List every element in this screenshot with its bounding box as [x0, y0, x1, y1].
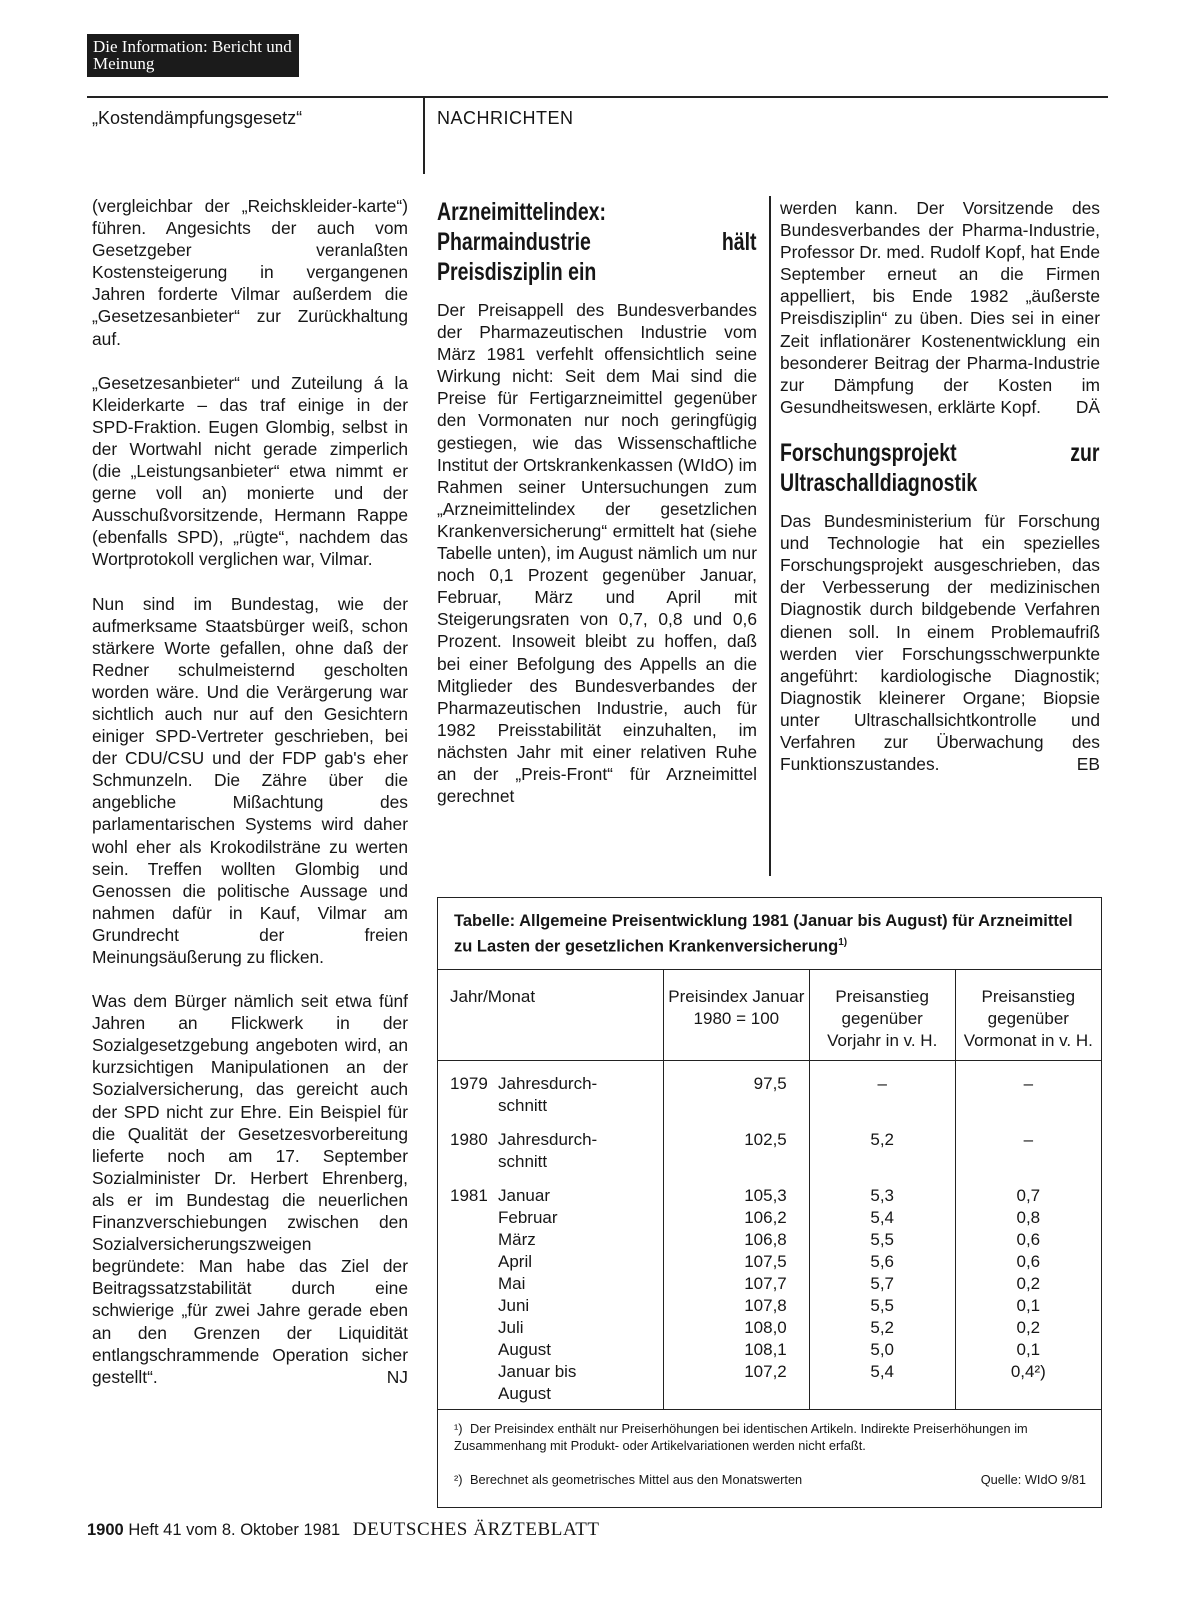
- table-source: Quelle: WIdO 9/81: [980, 1472, 1086, 1487]
- cell-vorjahr: 5,6: [809, 1251, 955, 1273]
- paragraph: (vergleichbar der „Reichskleider-karte“) führen. Angesichts der auch vom Gesetzgeber veranlaßten Kostensteigerung in vergangenen Jahren forderte Vilmar außerdem die „Gesetzesanbieter“ zur Zurückhaltung auf.: [92, 196, 408, 349]
- table-title: Tabelle: Allgemeine Preisentwicklung 1981 (Januar bis August) für Arzneimittel zu Lasten der gesetzlichen Krankenversicherung$^{1)}$: [454, 912, 1073, 956]
- paragraph: Das Bundesministerium für Forschung und Technologie hat ein spezielles Forschungsprojekt ausgeschrieben, das der Verbesserung der medizinischen Diagnostik durch bildgebende Verfahren dienen soll. In einem Problemaufriß werden vier Forschungsschwerpunkte angeführt: kardiologische Diagnostik; Diagnostik kleinerer Organe; Biopsie unter Ultraschallsichtkontrolle und Verfahren zur Überwachung des Funktionszustandes.: [780, 511, 1100, 775]
- cell-index: 108,0: [663, 1317, 809, 1339]
- cell-index: 107,5: [663, 1251, 809, 1273]
- cell-index: 102,5: [663, 1117, 809, 1173]
- table-row: [438, 1173, 1101, 1207]
- cell-index: 106,2: [663, 1207, 809, 1229]
- column-header: Jahr/Monat: [438, 970, 663, 1061]
- cell-vorjahr: 5,4: [809, 1361, 955, 1410]
- paragraph: Nun sind im Bundestag, wie der aufmerksame Staatsbürger weiß, schon stärkere Worte gefallen, ohne daß der Redner schulmeisternd gescholten worden wäre. Und die Verärgerung war sichtlich auch nur auf den Gesichtern einiger SPD-Vertreter geschrieben, bei der CDU/CSU und der FDP gab's eher Schmunzeln. Die Zähre über die angebliche Mißachtung des parlamentarischen Systems wird daher wohl eher als Krokodilsträne zu werten sein. Treffen wollten Glombig und Genossen die politische Aussage und nahmen dafür in Kauf, Vilmar am Grundrecht der freien Meinungsäußerung zu flicken.: [92, 593, 408, 967]
- column-header: Preisanstieg gegenüber Vormonat in v. H.: [955, 970, 1101, 1061]
- row-label: Januar bis August: [438, 1361, 663, 1410]
- column-header: Preisanstieg gegenüber Vorjahr in v. H.: [809, 970, 955, 1061]
- issue-info: Heft 41 vom 8. Oktober 1981: [128, 1521, 341, 1539]
- price-table: [438, 969, 1101, 1410]
- author-signature: NJ: [386, 1366, 408, 1387]
- cell-index: 106,8: [663, 1229, 809, 1251]
- cell-vormonat: 0,6: [1016, 1252, 1041, 1271]
- table-row: [438, 1251, 1101, 1273]
- cell-vorjahr: 5,2: [809, 1117, 955, 1173]
- cell-vormonat: 0,1: [1016, 1340, 1041, 1359]
- table-row: [438, 1273, 1101, 1295]
- row-label: Juni: [438, 1295, 663, 1317]
- cell-index: 105,3: [663, 1173, 809, 1207]
- cell-vormonat: 0,4²): [955, 1361, 1101, 1410]
- header-divider: [423, 96, 425, 174]
- author-signature: EB: [1076, 754, 1100, 775]
- cell-index: 107,8: [663, 1295, 809, 1317]
- column-header: Preisindex Januar 1980 = 100: [663, 970, 809, 1061]
- cell-vorjahr: –: [809, 1061, 955, 1118]
- right-column: [780, 197, 1100, 775]
- paragraph: Der Preisappell des Bundesverbandes der Pharmazeutischen Industrie vom März 1981 verfehlt offensichtlich seine Wirkung nicht: Seit dem Mai sind die Preise für Fertigarzneimittel gegenüber den Vormonaten nur noch geringfügig gestiegen, wie das Wissenschaftliche Institut der Ortskrankenkassen (WIdO) im Rahmen seiner Untersuchungen zum „Arzneimittelindex der gesetzlichen Krankenversicherung“ ermittelt hat (siehe Tabelle unten), im August nämlich um nur noch 0,1 Prozent gegenüber Januar, Februar, März und April mit Steigerungsraten von 0,7, 0,8 und 0,6 Prozent. Insoweit bleibt zu hoffen, daß bei einer Befolgung des Appells an die Mitglieder des Bundesverbandes der Pharmazeutischen Industrie, auch für 1982 Preisstabilität einzuhalten, im nächsten Jahr mit einer relativen Ruhe an der „Preis-Front“ für Arzneimittel gerechnet: [437, 300, 757, 807]
- cell-index: 107,7: [663, 1273, 809, 1295]
- cell-vorjahr: 5,4: [809, 1207, 955, 1229]
- table-row: [438, 1117, 1101, 1173]
- cell-vormonat: 0,2: [1016, 1318, 1041, 1337]
- journal-name: DEUTSCHES ÄRZTEBLATT: [352, 1519, 600, 1540]
- cell-index: 108,1: [663, 1339, 809, 1361]
- page-footer: [87, 1519, 600, 1541]
- cell-vormonat: 0,2: [1016, 1274, 1041, 1293]
- cell-vorjahr: 5,3: [809, 1173, 955, 1207]
- table-row: [438, 1295, 1101, 1317]
- cell-index: 97,5: [663, 1061, 809, 1118]
- row-label: März: [438, 1229, 663, 1251]
- table-row: [438, 1061, 1101, 1118]
- cell-vormonat: 0,1: [1016, 1296, 1041, 1315]
- column-divider: [769, 196, 771, 876]
- running-head-left: „Kostendämpfungsgesetz“: [92, 108, 303, 128]
- middle-column: [437, 197, 757, 807]
- article-headline: Forschungsprojekt zur Ultraschalldiagnostik: [780, 439, 1100, 498]
- cell-vorjahr: 5,7: [809, 1273, 955, 1295]
- cell-index: 107,2: [663, 1361, 809, 1410]
- table-row: [438, 1229, 1101, 1251]
- row-label: Mai: [438, 1273, 663, 1295]
- paragraph: werden kann. Der Vorsitzende des Bundesverbandes der Pharma-Industrie, Professor Dr. med. Rudolf Kopf, hat Ende September erneut an die Firmen appelliert, bis Ende 1982 „äußerste Preisdisziplin“ zu üben. Dies sei in einer Zeit inflationärer Kostenentwicklung ein besonderer Beitrag der Pharma-Industrie zur Dämpfung der Kosten im Gesundheitswesen, erklärte Kopf.: [780, 198, 1100, 417]
- author-signature: DÄ: [1075, 396, 1100, 417]
- table-row: [438, 1207, 1101, 1229]
- article-headline: Arzneimittelindex: Pharmaindustrie hält Preisdisziplin ein: [437, 198, 757, 286]
- table-row: [438, 1317, 1101, 1339]
- header-rule: [87, 96, 1108, 98]
- cell-vorjahr: 5,5: [809, 1229, 955, 1251]
- cell-vorjahr: 5,0: [809, 1339, 955, 1361]
- running-head-right: NACHRICHTEN: [437, 108, 574, 128]
- row-label: 1981 Januar: [438, 1173, 663, 1207]
- cell-vormonat: 0,7: [1016, 1186, 1041, 1205]
- left-column: [92, 195, 408, 1388]
- row-label: Februar: [438, 1207, 663, 1229]
- paragraph: „Gesetzesanbieter“ und Zuteilung á la Kleiderkarte – das traf einige in der SPD-Fraktion. Eugen Glombig, selbst in der Wortwahl nicht gerade zimperlich (die „Leistungsanbieter“ etwa nimmt er gerne voll an) monierte und der Ausschußvorsitzende, Hermann Rappe (ebenfalls SPD), „rügte“, nachdem das Wortprotokoll verglichen war, Vilmar.: [92, 372, 408, 570]
- row-label: Juli: [438, 1317, 663, 1339]
- cell-vorjahr: 5,2: [809, 1317, 955, 1339]
- row-label: April: [438, 1251, 663, 1273]
- cell-vormonat: –: [1023, 1130, 1034, 1149]
- price-table-box: [437, 897, 1102, 1508]
- cell-vorjahr: 5,5: [809, 1295, 955, 1317]
- cell-vormonat: 0,8: [1016, 1208, 1041, 1227]
- table-footnote: ²) Berechnet als geometrisches Mittel aus den Monatswerten Quelle: WIdO 9/81: [454, 1472, 1086, 1487]
- paragraph: Was dem Bürger nämlich seit etwa fünf Jahren an Flickwerk in der Sozialgesetzgebung angeboten wird, an kurzsichtigen Manipulationen an der Sozialversicherung, das gereicht auch der SPD nicht zur Ehre. Ein Beispiel für die Qualität der Gesetzesvorbereitung lieferte noch am 17. September Sozialminister Dr. Herbert Ehrenberg, als er im Bundestag die neuerlichen Finanzverschiebungen zwischen den Sozialversicherungszweigen begründete: Man habe das Ziel der Beitragssatzstabilität durch eine schwierige „für zwei Jahre gerade eben an den Grenzen der Liquidität entlangschrammende Operation sicher gestellt“.: [92, 991, 408, 1387]
- cell-vormonat: –: [1023, 1074, 1034, 1093]
- row-label: 1980 Jahresdurch-schnitt: [438, 1117, 663, 1173]
- row-label: 1979 Jahresdurch-schnitt: [438, 1061, 663, 1118]
- table-row: [438, 1361, 1101, 1410]
- table-footnote: ¹) Der Preisindex enthält nur Preiserhöhungen bei identischen Artikeln. Indirekte Preiserhöhungen im Zusammenhang mit Produkt- oder Artikelvariationen werden nicht erfaßt.: [454, 1421, 1028, 1453]
- row-label: August: [438, 1339, 663, 1361]
- page-number: 1900: [87, 1521, 124, 1539]
- cell-vormonat: 0,6: [1016, 1230, 1041, 1249]
- table-row: [438, 1339, 1101, 1361]
- section-label: Die Information: Bericht und Meinung: [87, 34, 299, 77]
